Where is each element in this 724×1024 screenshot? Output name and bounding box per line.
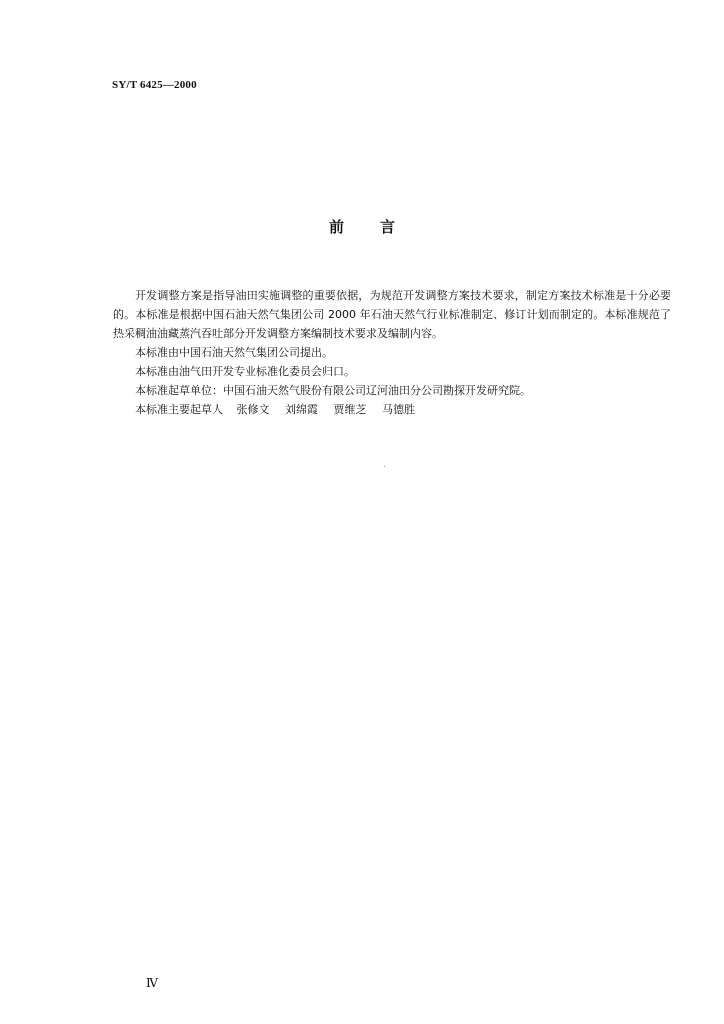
page-number: Ⅳ	[146, 976, 158, 990]
stray-dot	[384, 466, 385, 467]
paragraph-administrator: 本标准由油气田开发专业标准化委员会归口。	[135, 365, 355, 378]
paragraph-drafting-unit: 本标准起草单位：中国石油天然气股份有限公司辽河油田分公司勘探开发研究院。	[135, 384, 531, 397]
foreword-body	[113, 286, 671, 419]
drafter-name: 张修文	[236, 403, 270, 416]
paragraph-proposer: 本标准由中国石油天然气集团公司提出。	[135, 346, 333, 359]
standard-code: SY/T 6425—2000	[112, 79, 197, 91]
paragraph-drafters	[113, 400, 671, 419]
drafters-label: 本标准主要起草人	[135, 403, 223, 416]
drafter-name: 刘绵霞	[285, 403, 318, 416]
title-char-1: 前	[328, 218, 344, 236]
drafter-name: 马德胜	[382, 403, 415, 416]
paragraph-purpose: 开发调整方案是指导油田实施调整的重要依据，为规范开发调整方案技术要求，制定方案技术标准是十分必要的。本标准是根据中国石油天然气集团公司 2000 年石油天然气行业标准制定、修订计划而制定的。本标准规范了热采稠油油藏蒸汽吞吐部分开发调整方案编制技术要求及编制内容。	[113, 289, 671, 340]
drafter-name: 贾维芝	[333, 403, 367, 416]
section-title	[0, 216, 724, 237]
title-char-2: 言	[380, 218, 396, 236]
